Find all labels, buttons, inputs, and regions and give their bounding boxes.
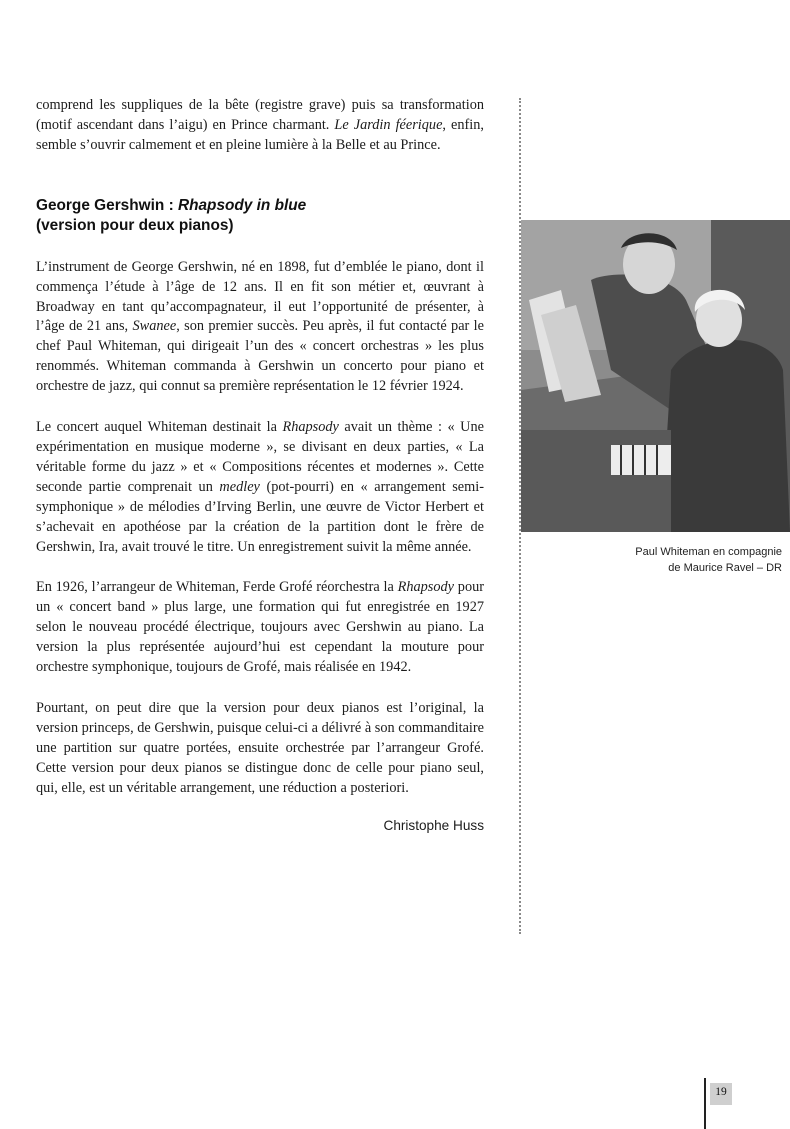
- body-paragraph-2: [36, 418, 484, 557]
- section-heading: [36, 196, 484, 236]
- page-number-rule: [704, 1078, 706, 1129]
- author-signature: Christophe Huss: [383, 818, 484, 834]
- italic-run: Rhapsody: [282, 419, 339, 436]
- heading-composer: George Gershwin :: [36, 196, 178, 214]
- body-paragraph-4: [36, 699, 484, 799]
- text-run: En 1926, l’arrangeur de Whiteman, Ferde Grofé réorchestra la: [36, 579, 398, 596]
- text-run: L’instrument de George Gershwin, né en 1898, fut d’emblée le piano, dont il commença l’étude à l’âge de 12 ans. Il en fit son métier et, œuvrant à Broadway en tant qu’accompagnateur, il eut l’opportunité de présenter, à l’âge de 21 ans,: [36, 258, 484, 335]
- article-column: [36, 96, 484, 836]
- page-number: 19: [710, 1083, 732, 1105]
- text-run: pour un « concert band » plus large, une formation qui fut enregistrée en 1927 selon le nouveau procédé électrique, toujours avec Gershwin au piano. La version la plus représentée aujourd’hui est cependant la mouture pour orchestre symphonique, toujours de Grofé, mais réalisée en 1942.: [36, 579, 484, 676]
- text-run: Pourtant, on peut dire que la version pour deux pianos est l’original, la version princeps, de Gershwin, puisque celui-ci a délivré à son commanditaire une partition sur quatre portées, ensuite orchestrée par l’arrangeur Grofé. Cette version pour deux pianos se distingue donc de celle pour piano seul, qui, elle, est un véritable arrangement, une réduction a posteriori.: [36, 699, 484, 796]
- text-run: comprend les suppliques de la bête (registre grave) puis sa transformation (motif ascendant dans l’aigu) en Prince charmant.: [36, 97, 484, 133]
- intro-paragraph: [36, 96, 484, 156]
- text-run: Le concert auquel Whiteman destinait la: [36, 419, 283, 436]
- body-paragraph-3: [36, 578, 484, 678]
- heading-work-title: Rhapsody in blue: [177, 196, 307, 214]
- heading-subtitle: (version pour deux pianos): [36, 216, 234, 234]
- italic-run: Le Jardin féerique: [334, 116, 443, 133]
- text-run: avait un thème : « Une expérimentation en musique moderne », se divisant en deux parties, « La véritable forme du jazz » et « Compositions récentes et modernes ». Cette seconde partie comprenait un: [36, 419, 484, 495]
- photo-whiteman-ravel: [521, 220, 790, 532]
- text-run: , enfin, semble s’ouvrir calmement et en pleine lumière à la Belle et au Prince.: [36, 116, 484, 153]
- text-run: , son premier succès. Peu après, il fut contacté par le chef Paul Whiteman, qui dirigeait l’un des « concert orchestras » les plus renommés. Whiteman commanda à Gershwin un concerto pour piano et orchestre de jazz, qui connut sa première représentation le 12 février 1924.: [36, 318, 485, 395]
- photo-caption: [560, 544, 782, 576]
- body-paragraph-1: [36, 258, 484, 397]
- photo-illustration: [521, 220, 790, 532]
- text-run: (pot-pourri) en « arrangement semi-symphonique » de mélodies d’Irving Berlin, une œuvre de Victor Herbert et s’achevait en apothéose par la création de la partition dont le frère de Gershwin, Ira, avait trouvé le titre. Un enregistrement suivit la même année.: [36, 478, 484, 555]
- italic-run: medley: [219, 478, 260, 495]
- italic-run: Rhapsody: [397, 579, 455, 596]
- italic-run: Swanee: [132, 318, 177, 335]
- caption-line-2: de Maurice Ravel – DR: [668, 562, 782, 574]
- caption-line-1: Paul Whiteman en compagnie: [635, 546, 782, 558]
